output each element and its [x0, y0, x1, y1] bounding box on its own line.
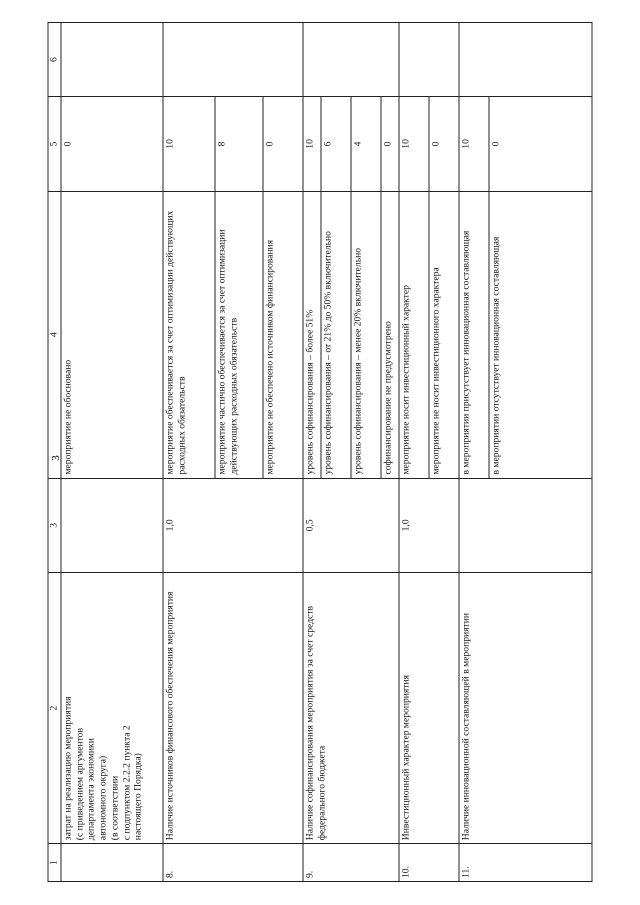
- weight-cell: [459, 478, 592, 573]
- column-header: 6: [48, 23, 61, 97]
- criterion-line: автономного округа): [97, 755, 109, 841]
- criterion-line: с подпунктом 2.2.2 пункта 2: [121, 725, 133, 841]
- page-number: 3: [50, 455, 62, 461]
- criterion-cell: Наличие источников финансового обеспечения мероприятия: [163, 573, 303, 844]
- option-cell: мероприятие не носит инвестиционного характера: [429, 191, 459, 478]
- table-row: [459, 23, 489, 882]
- option-cell: софинансирование не предусмотрено: [381, 191, 399, 478]
- criterion-line: (в соответствии: [109, 775, 121, 841]
- note-cell: [303, 23, 399, 97]
- criterion-cell: [61, 573, 163, 844]
- score-cell: 10: [163, 97, 215, 192]
- score-cell: 0: [61, 97, 163, 192]
- weight-cell: 0,5: [303, 478, 399, 573]
- score-cell: 0: [489, 97, 592, 192]
- row-number: 9.: [303, 844, 399, 882]
- table-row: [61, 23, 163, 882]
- table-row: [399, 23, 429, 882]
- criterion-line: настоящего Порядка): [132, 753, 144, 841]
- criterion-cell: Наличие инновационной составляющей в мероприятии: [459, 573, 592, 844]
- column-header: 1: [48, 844, 61, 882]
- table-row: [303, 23, 321, 882]
- criterion-line: затрат на реализацию мероприятия: [62, 696, 74, 841]
- score-cell: 10: [303, 97, 321, 192]
- option-cell: уровень софинансирования – от 21% до 50% включительно: [321, 191, 351, 478]
- note-cell: [399, 23, 459, 97]
- column-header: 3: [48, 478, 61, 573]
- weight-cell: [61, 478, 163, 573]
- row-number: 8.: [163, 844, 303, 882]
- criterion-line: департамента экономики: [85, 738, 97, 841]
- row-number: 10.: [399, 844, 459, 882]
- weight-cell: 1,0: [163, 478, 303, 573]
- option-cell: уровень софинансирования – менее 20% включительно: [351, 191, 381, 478]
- score-cell: 6: [321, 97, 351, 192]
- score-cell: 0: [381, 97, 399, 192]
- score-cell: 10: [399, 97, 429, 192]
- score-cell: 0: [429, 97, 459, 192]
- option-cell: мероприятие частично обеспечивается за счет оптимизации действующих расходных обязательств: [215, 191, 263, 478]
- option-cell: мероприятие не обеспечено источником финансирования: [263, 191, 303, 478]
- column-header: 5: [48, 97, 61, 192]
- row-number: 11.: [459, 844, 592, 882]
- criterion-cell: Наличие софинансирования мероприятия за счет средств федерального бюджета: [303, 573, 399, 844]
- option-cell: в мероприятии отсутствует инновационная составляющая: [489, 191, 592, 478]
- option-cell: мероприятие не обосновано: [61, 191, 163, 478]
- note-cell: [61, 23, 163, 97]
- option-cell: в мероприятии присутствует инновационная составляющая: [459, 191, 489, 478]
- note-cell: [459, 23, 592, 97]
- option-cell: мероприятие носит инвестиционный характер: [399, 191, 429, 478]
- score-cell: 8: [215, 97, 263, 192]
- weight-cell: 1,0: [399, 478, 459, 573]
- table-row: [163, 23, 215, 882]
- score-cell: 10: [459, 97, 489, 192]
- criterion-line: (с приведением аргументов: [74, 728, 86, 841]
- rotated-page: [48, 22, 593, 882]
- criterion-cell: Инвестиционный характер мероприятия: [399, 573, 459, 844]
- option-cell: мероприятие обеспечивается за счет оптимизации действующих расходных обязательств: [163, 191, 215, 478]
- criteria-table: [48, 22, 593, 882]
- row-number: [61, 844, 163, 882]
- note-cell: [163, 23, 303, 97]
- column-header: 4: [48, 191, 61, 478]
- score-cell: 0: [263, 97, 303, 192]
- option-cell: уровень софинансирования – более 51%: [303, 191, 321, 478]
- column-header-row: [48, 23, 61, 882]
- column-header: 2: [48, 573, 61, 844]
- score-cell: 4: [351, 97, 381, 192]
